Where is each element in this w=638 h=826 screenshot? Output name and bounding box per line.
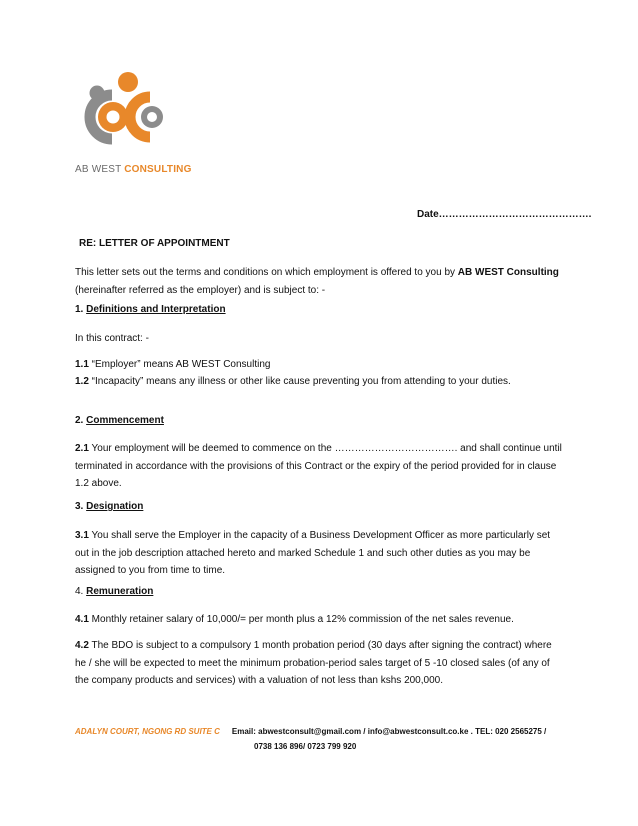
- intro-text: This letter sets out the terms and conditions on which employment is offered to you by: [75, 267, 458, 278]
- section-title: Remuneration: [86, 586, 154, 597]
- section-2-heading: [75, 415, 164, 426]
- footer-phones: 0738 136 896/ 0723 799 920: [254, 742, 357, 751]
- section-title: Designation: [86, 501, 144, 512]
- intro-paragraph: [75, 264, 565, 299]
- logo-orange-dot: [118, 72, 138, 92]
- footer-contact: Email: abwestconsult@gmail.com / info@abwestconsult.co.ke . TEL: 020 2565275 /: [231, 727, 547, 736]
- section-number: 1.: [75, 304, 87, 315]
- section-4-heading: [75, 586, 153, 597]
- section-number: 3.: [75, 501, 87, 512]
- subject-line: RE: LETTER OF APPOINTMENT: [79, 238, 230, 249]
- clause-4-1: [75, 611, 565, 629]
- clause-1-2: [75, 373, 565, 391]
- company-name: [75, 164, 192, 175]
- section-number: 2.: [75, 415, 87, 426]
- intro-company: AB WEST Consulting: [457, 267, 559, 278]
- clause-text: Your employment will be deemed to commence on the ………………………………. and shall continue until terminated in accordance with the provisions of this Contract or the expiry of the period provided for in clause 1.2 above.: [75, 443, 562, 489]
- clause-text: You shall serve the Employer in the capacity of a Business Development Officer as more particularly set out in the job description attached hereto and marked Schedule 1 and such other duties as you may be assigned to you from time to time.: [75, 530, 551, 576]
- clause-number: 1.2: [75, 376, 89, 387]
- clause-number: 1.1: [75, 359, 89, 370]
- date-line: Date……………………………………….: [417, 209, 592, 220]
- clause-1-1: [75, 356, 565, 374]
- intro-text-end: (hereinafter referred as the employer) and is subject to: -: [75, 284, 326, 296]
- clause-3-1: [75, 527, 565, 580]
- clause-number: 4.1: [75, 614, 89, 625]
- clause-4-2: [75, 637, 565, 690]
- clause-text: “Employer” means AB WEST Consulting: [88, 359, 271, 370]
- section-title: Commencement: [86, 415, 164, 426]
- section-3-heading: [75, 501, 143, 512]
- company-logo: [82, 70, 172, 146]
- clause-number: 4.2: [75, 640, 89, 651]
- footer-address: ADALYN COURT, NGONG RD SUITE C: [75, 727, 220, 736]
- company-name-part1: AB WEST: [75, 164, 122, 175]
- letter-footer: [75, 724, 575, 751]
- section-number: 4.: [75, 586, 87, 597]
- clause-number: 2.1: [75, 443, 89, 454]
- clause-number: 3.1: [75, 530, 89, 541]
- section-title: Definitions and Interpretation: [86, 304, 226, 315]
- clause-2-1: [75, 440, 565, 493]
- clause-text: Monthly retainer salary of 10,000/= per month plus a 12% commission of the net sales revenue.: [88, 614, 514, 625]
- clause-text: The BDO is subject to a compulsory 1 month probation period (30 days after signing the contract) where he / she will be expected to meet the minimum probation-period sales target of 5 -10 closed sales (of any of the company products and services) with a valuation of not less than kshs 200,000.: [75, 640, 552, 686]
- section-1-heading: [75, 304, 226, 315]
- company-name-part2: CONSULTING: [124, 164, 192, 175]
- clause-text: “Incapacity” means any illness or other like cause preventing you from attending to your duties.: [88, 376, 511, 387]
- section-1-intro: In this contract: -: [75, 333, 149, 344]
